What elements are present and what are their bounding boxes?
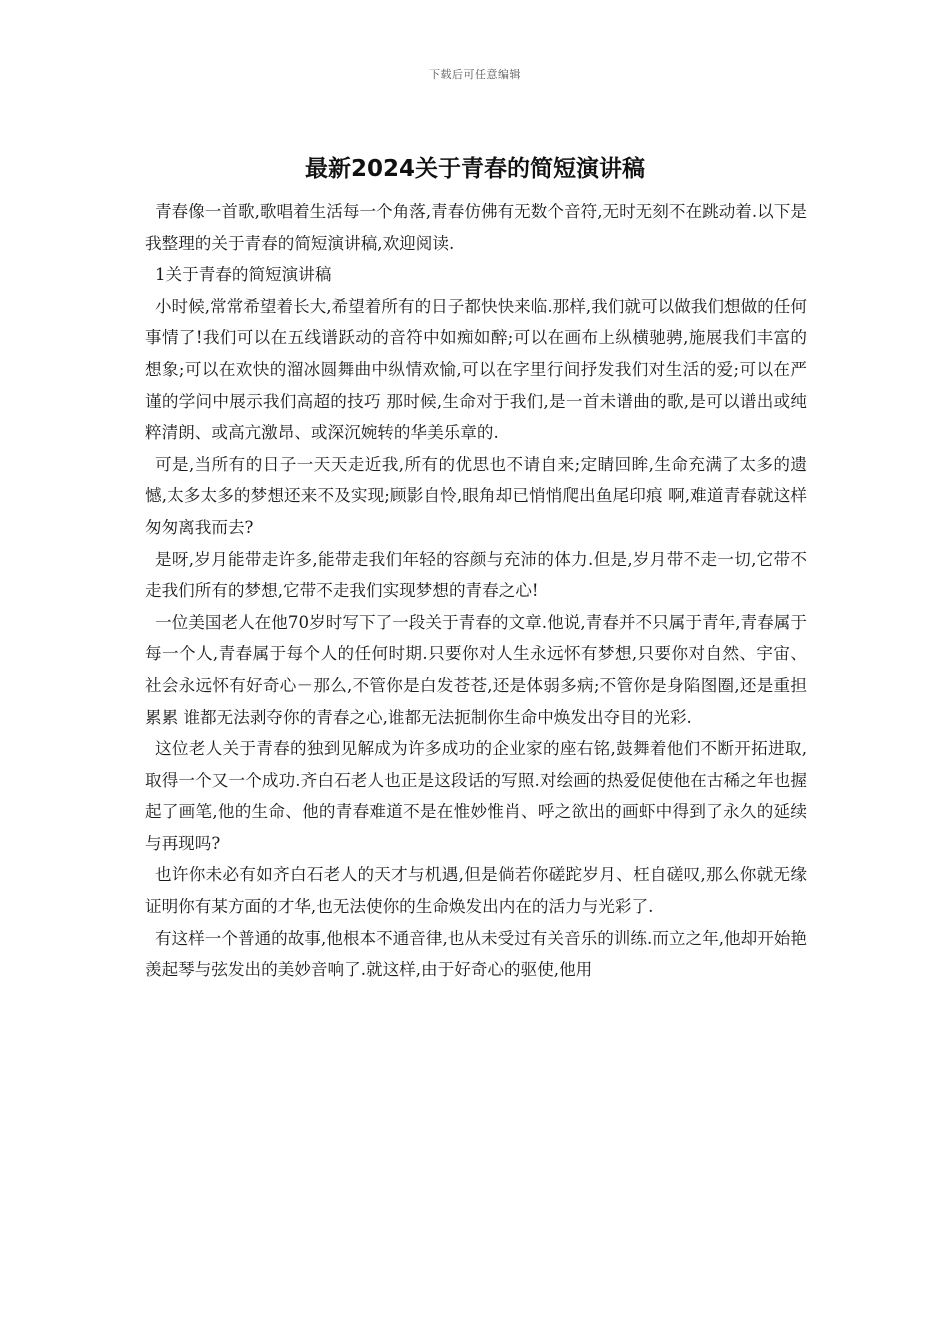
section-heading: 1关于青春的简短演讲稿 <box>154 265 332 285</box>
paragraph: 也许你未必有如齐白石老人的天才与机遇,但是倘若你磋跎岁月、枉自磋叹,那么你就无缘证明你有某方面的才华,也无法使你的生命焕发出内在的活力与光彩了. <box>145 865 807 917</box>
paragraph: 是呀,岁月能带走许多,能带走我们年轻的容颜与充沛的体力.但是,岁月带不走一切,它带不走我们所有的梦想,它带不走我们实现梦想的青春之心! <box>145 549 807 601</box>
paragraph: 一位美国老人在他70岁时写下了一段关于青春的文章.他说,青春并不只属于青年,青春属于每一个人,青春属于每个人的任何时期.只要你对人生永远怀有梦想,只要你对自然、宇宙、社会永远怀有好奇心－那么,不管你是白发苍苍,还是体弱多病;不管你是身陷图圈,还是重担累累 谁都无法剥夺你的青春之心,谁都无法扼制你生命中焕发出夺目的光彩. <box>145 612 807 727</box>
header-note: 下载后可任意编辑 <box>429 68 521 81</box>
paragraph: 小时候,常常希望着长大,希望着所有的日子都快快来临.那样,我们就可以做我们想做的任何事情了!我们可以在五线谱跃动的音符中如痴如醉;可以在画布上纵横驰骋,施展我们丰富的想象;可以在欢快的溜冰圆舞曲中纵情欢愉,可以在字里行间抒发我们对生活的爱;可以在严谨的学问中展示我们高超的技巧 那时候,生命对于我们,是一首未谱曲的歌,是可以谱出或纯粹清朗、或高亢激昂、或深沉婉转的华美乐章的. <box>145 296 807 443</box>
paragraph: 可是,当所有的日子一天天走近我,所有的优思也不请自来;定睛回眸,生命充满了太多的遗憾,太多太多的梦想还来不及实现;顾影自怜,眼角却已悄悄爬出鱼尾印痕 啊,难道青春就这样匆匆离我而去? <box>145 454 807 537</box>
paragraph: 这位老人关于青春的独到见解成为许多成功的企业家的座右铭,鼓舞着他们不断开拓进取,取得一个又一个成功.齐白石老人也正是这段话的写照.对绘画的热爱促使他在古稀之年也握起了画笔,他的生命、他的青春难道不是在惟妙惟肖、呼之欲出的画虾中得到了永久的延续与再现吗? <box>145 739 807 853</box>
document-title: 最新2024关于青春的简短演讲稿 <box>304 156 645 182</box>
paragraph: 有这样一个普通的故事,他根本不通音律,也从未受过有关音乐的训练.而立之年,他却开始艳羡起琴与弦发出的美妙音响了.就这样,由于好奇心的驱使,他用 <box>145 928 807 980</box>
document-body <box>145 196 807 986</box>
paragraph-intro: 青春像一首歌,歌唱着生活每一个角落,青春仿佛有无数个音符,无时无刻不在跳动着.以下是我整理的关于青春的简短演讲稿,欢迎阅读. <box>145 202 807 253</box>
